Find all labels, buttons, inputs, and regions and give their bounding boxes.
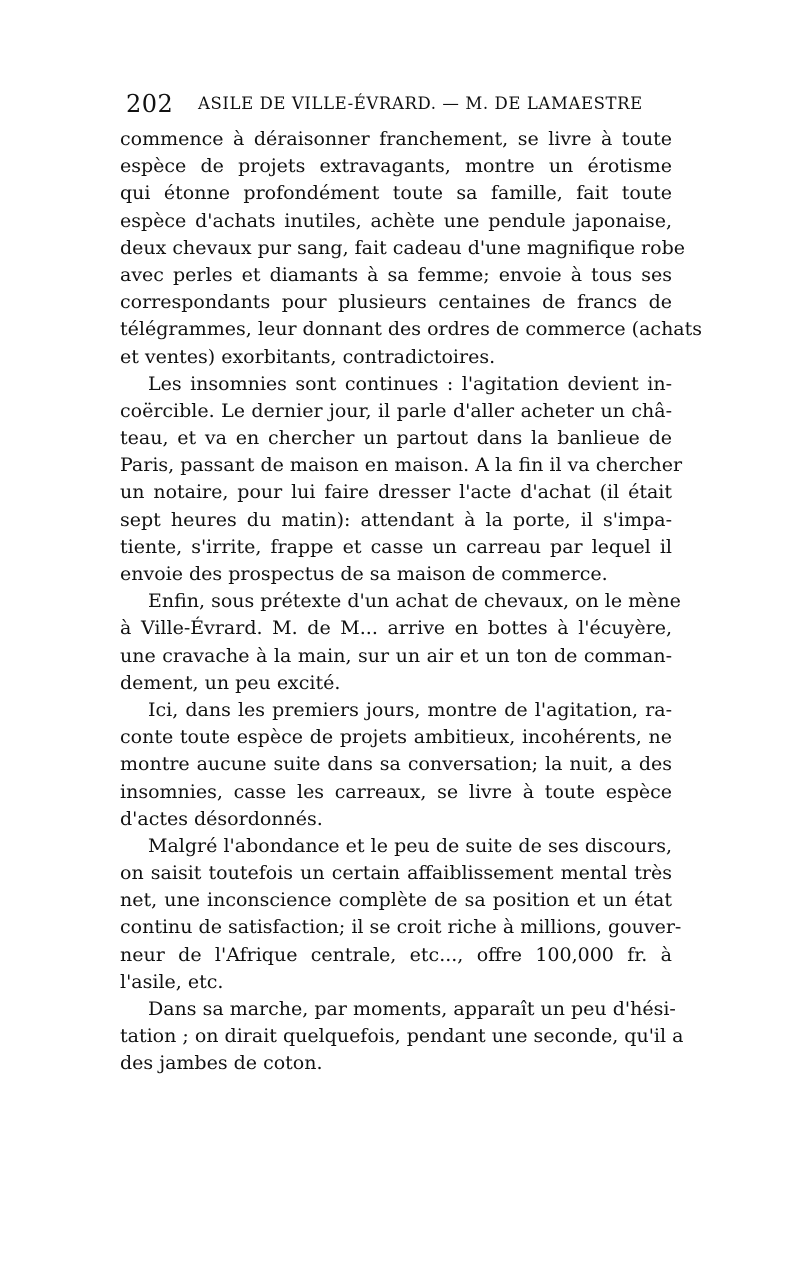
- text-line: télégrammes, leur donnant des ordres de commerce (achats: [120, 318, 703, 341]
- text-line: coërcible. Le dernier jour, il parle d'aller acheter un châ-: [120, 399, 672, 422]
- text-line: et ventes) exorbitants, contradictoires.: [120, 345, 496, 368]
- text-line: insomnies, casse les carreaux, se livre à toute espèce: [120, 780, 672, 803]
- text-line: Dans sa marche, par moments, apparaît un peu d'hési-: [148, 998, 676, 1020]
- text-line: sept heures du matin): attendant à la porte, il s'impa-: [120, 508, 672, 531]
- text-line: Ici, dans les premiers jours, montre de l'agitation, ra-: [148, 698, 672, 721]
- text-line: Les insomnies sont continues : l'agitation devient in-: [148, 372, 672, 395]
- text-line: une cravache à la main, sur un air et un ton de comman-: [120, 644, 672, 667]
- text-line: avec perles et diamants à sa femme; envoie à tous ses: [120, 263, 672, 286]
- text-line: net, une inconscience complète de sa position et un état: [120, 889, 672, 912]
- text-line: tation ; on dirait quelquefois, pendant une seconde, qu'il a: [120, 1025, 684, 1048]
- text-line: tiente, s'irrite, frappe et casse un carreau par lequel il: [120, 535, 672, 558]
- text-line: on saisit toutefois un certain affaiblissement mental très: [120, 862, 672, 885]
- text-line: deux chevaux pur sang, fait cadeau d'une magnifique robe: [120, 236, 685, 259]
- text-line: espèce de projets extravagants, montre un érotisme: [120, 155, 672, 178]
- text-line: un notaire, pour lui faire dresser l'acte d'achat (il était: [120, 481, 672, 504]
- text-line: d'actes désordonnés.: [120, 807, 323, 830]
- running-head-title: ASILE DE VILLE-ÉVRARD. — M. DE LAMAESTRE: [198, 94, 643, 113]
- text-line: Malgré l'abondance et le peu de suite de ses discours,: [148, 834, 672, 857]
- text-line: teau, et va en chercher un partout dans la banlieue de: [120, 427, 672, 450]
- text-line: montre aucune suite dans sa conversation; la nuit, a des: [120, 753, 672, 776]
- text-line: dement, un peu excité.: [120, 671, 341, 694]
- text-line: Paris, passant de maison en maison. A la fin il va chercher: [120, 454, 683, 477]
- text-line: à Ville-Évrard. M. de M... arrive en bottes à l'écuyère,: [120, 617, 672, 640]
- text-line: conte toute espèce de projets ambitieux, incohérents, ne: [120, 726, 672, 749]
- text-line: des jambes de coton.: [120, 1052, 323, 1075]
- text-line: espèce d'achats inutiles, achète une pendule japonaise,: [120, 209, 672, 232]
- text-line: neur de l'Afrique centrale, etc..., offre 100,000 fr. à: [120, 943, 672, 966]
- text-line: correspondants pour plusieurs centaines de francs de: [120, 291, 672, 314]
- text-line: qui étonne profondément toute sa famille, fait toute: [120, 182, 672, 205]
- text-line: commence à déraisonner franchement, se livre à toute: [120, 128, 672, 150]
- body-text: [120, 126, 703, 1078]
- running-head: [126, 90, 672, 120]
- text-line: Enfin, sous prétexte d'un achat de chevaux, on le mène: [148, 590, 681, 613]
- text-line: continu de satisfaction; il se croit riche à millions, gouver-: [120, 916, 682, 939]
- text-line: l'asile, etc.: [120, 970, 224, 993]
- page-number: 202: [126, 90, 174, 118]
- text-line: envoie des prospectus de sa maison de commerce.: [120, 563, 608, 585]
